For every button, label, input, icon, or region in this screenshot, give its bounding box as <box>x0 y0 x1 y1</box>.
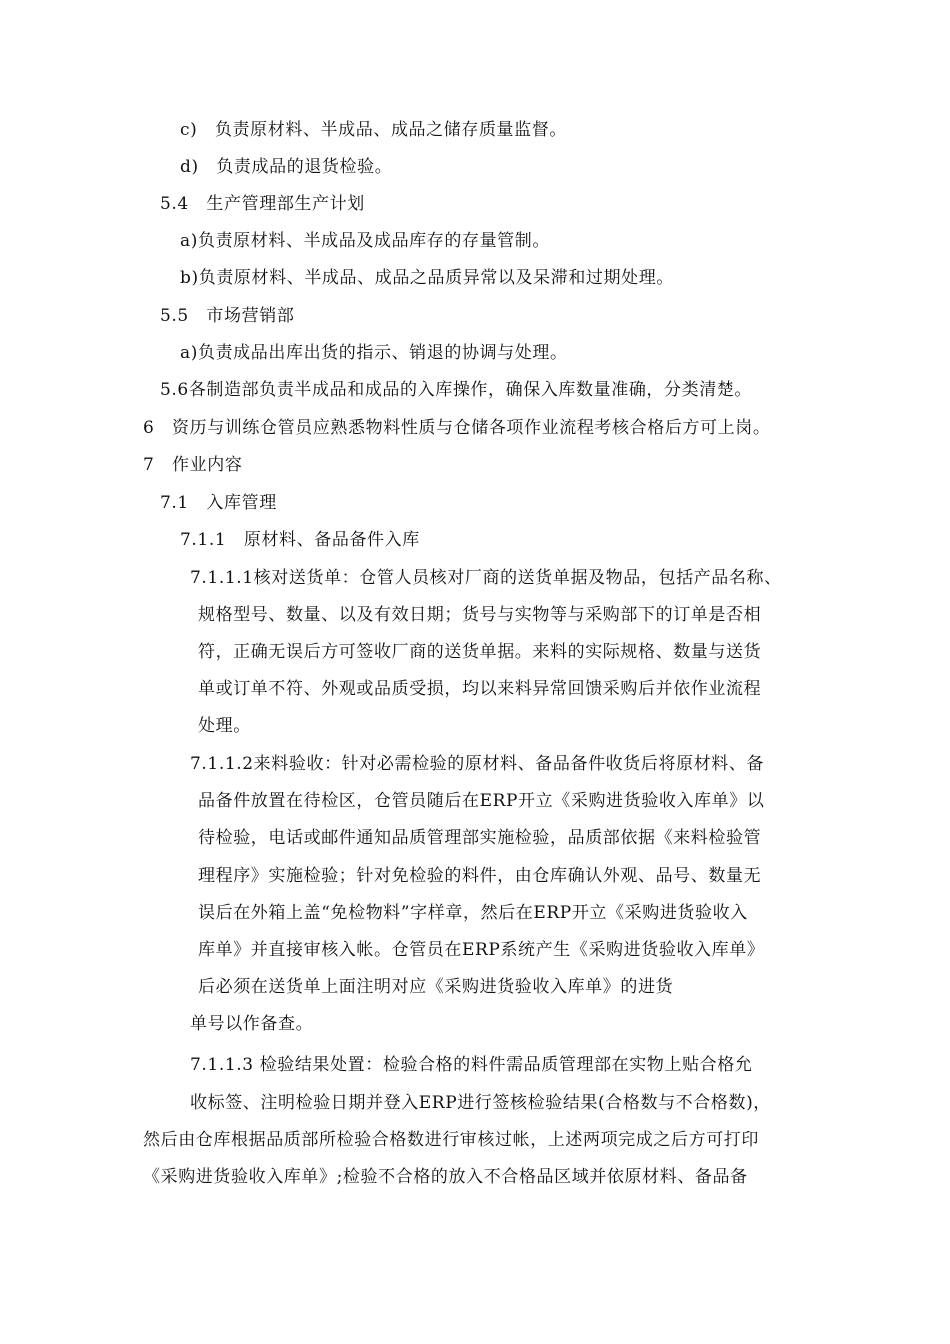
text-line: 规格型号、数量、以及有效日期；货号与实物等与采购部下的订单是否相 <box>198 605 762 625</box>
section-heading: 7.1 入库管理 <box>160 493 277 513</box>
text-line: 误后在外箱上盖“免检物料”字样章，然后在ERP开立《采购进货验收入 <box>198 903 748 923</box>
text-line: 处理。 <box>198 716 251 736</box>
text-line: 库单》并直接审核入帐。仓管员在ERP系统产生《采购进货验收入库单》 <box>198 940 765 960</box>
text-line: 理程序》实施检验；针对免检验的料件，由仓库确认外观、品号、数量无 <box>198 866 762 886</box>
section-heading: 7 作业内容 <box>143 455 243 475</box>
text-line: a)负责原材料、半成品及成品库存的存量管制。 <box>180 231 550 251</box>
text-line: 待检验，电话或邮件通知品质管理部实施检验，品质部依据《来料检验管 <box>198 828 762 848</box>
text-line: 然后由仓库根据品质部所检验合格数进行审核过帐，上述两项完成之后方可打印 <box>143 1130 759 1150</box>
text-line: 品备件放置在待检区，仓管员随后在ERP开立《采购进货验收入库单》以 <box>198 791 765 811</box>
text-line: 符，正确无误后方可签收厂商的送货单据。来料的实际规格、数量与送货 <box>198 642 762 662</box>
text-line: a)负责成品出库出货的指示、销退的协调与处理。 <box>180 343 568 363</box>
text-line: b)负责原材料、半成品、成品之品质异常以及呆滞和过期处理。 <box>180 268 674 288</box>
text-line: c) 负责原材料、半成品、成品之储存质量监督。 <box>180 120 567 140</box>
text-line: 后必须在送货单上面注明对应《采购进货验收入库单》的进货 <box>198 977 674 997</box>
section-heading: 6 资历与训练仓管员应熟悉物料性质与仓储各项作业流程考核合格后方可上岗。 <box>143 418 771 438</box>
text-line: 单或订单不符、外观或品质受损，均以来料异常回馈采购后并依作业流程 <box>198 679 762 699</box>
section-heading: 7.1.1 原材料、备品备件入库 <box>180 530 420 550</box>
text-line: 7.1.1.1核对送货单：仓管人员核对厂商的送货单据及物品，包括产品名称、 <box>190 568 782 588</box>
text-line: 单号以作备查。 <box>190 1014 314 1034</box>
section-heading: 5.4 生产管理部生产计划 <box>160 194 365 214</box>
text-line: 7.1.1.2来料验收：针对必需检验的原材料、备品备件收货后将原材料、备 <box>190 754 765 774</box>
section-heading: 5.5 市场营销部 <box>160 306 295 326</box>
text-line: 收标签、注明检验日期并登入ERP进行签核检验结果(合格数与不合格数)， <box>190 1093 771 1113</box>
text-line: 《采购进货验收入库单》;检验不合格的放入不合格品区域并依原材料、备品备 <box>143 1167 748 1187</box>
text-line: d) 负责成品的退货检验。 <box>180 157 393 177</box>
text-line: 7.1.1.3 检验结果处置：检验合格的料件需品质管理部在实物上贴合格允 <box>190 1055 753 1075</box>
section-heading: 5.6各制造部负责半成品和成品的入库操作，确保入库数量准确，分类清楚。 <box>160 380 753 400</box>
